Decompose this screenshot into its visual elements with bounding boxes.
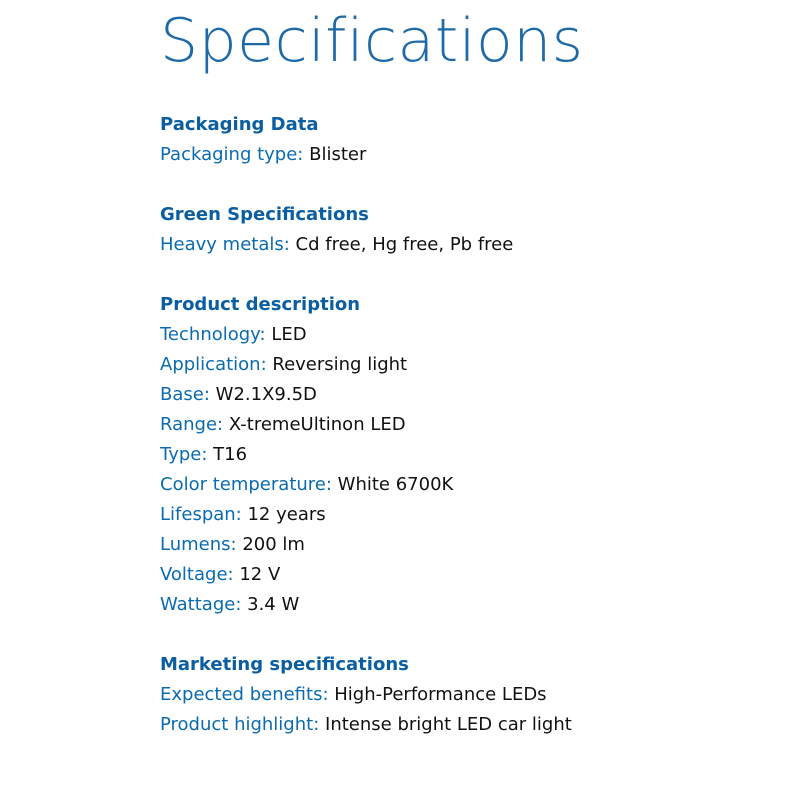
spec-value: 200 lm	[242, 534, 305, 555]
spec-row-application	[160, 350, 600, 380]
spec-row-expected-benefits	[160, 680, 600, 710]
spec-value: White 6700K	[337, 474, 454, 495]
spec-label: Heavy metals:	[160, 234, 290, 255]
spec-row-voltage	[160, 560, 600, 590]
section-heading: Green Specifications	[160, 204, 369, 225]
section-heading: Packaging Data	[160, 114, 319, 135]
spec-label: Range:	[160, 414, 224, 435]
spec-label: Lifespan:	[160, 504, 242, 525]
spec-label: Base:	[160, 384, 210, 405]
spec-value: T16	[213, 444, 248, 465]
spec-row-range	[160, 410, 600, 440]
spec-label: Application:	[160, 354, 267, 375]
spec-row-heavy-metals	[160, 230, 600, 260]
spec-label: Wattage:	[160, 594, 242, 615]
spec-row-packaging-type	[160, 140, 600, 170]
section-marketing-specifications	[160, 650, 600, 740]
spec-value: Cd free, Hg free, Pb free	[295, 234, 514, 255]
spec-label: Packaging type:	[160, 144, 304, 165]
spec-row-technology	[160, 320, 600, 350]
spec-label: Type:	[160, 444, 208, 465]
spec-label: Technology:	[160, 324, 266, 345]
spec-value: Reversing light	[272, 354, 408, 375]
section-heading: Product description	[160, 294, 361, 315]
page-title: Specifications	[160, 6, 584, 76]
spec-value: High-Performance LEDs	[334, 684, 547, 705]
spec-label: Voltage:	[160, 564, 234, 585]
spec-row-base	[160, 380, 600, 410]
spec-row-lifespan	[160, 500, 600, 530]
spec-value: 12 V	[239, 564, 281, 585]
spec-value: LED	[271, 324, 307, 345]
spec-row-product-highlight	[160, 710, 600, 740]
spec-value: W2.1X9.5D	[215, 384, 317, 405]
section-heading: Marketing specifications	[160, 654, 409, 675]
spec-value: Blister	[309, 144, 367, 165]
section-product-description	[160, 290, 600, 620]
spec-value: Intense bright LED car light	[325, 714, 572, 735]
spec-value: 12 years	[247, 504, 326, 525]
spec-row-lumens	[160, 530, 600, 560]
section-green-specifications	[160, 200, 600, 260]
spec-label: Color temperature:	[160, 474, 332, 495]
spec-value: 3.4 W	[247, 594, 300, 615]
specifications-page	[160, 0, 600, 770]
spec-value: X-tremeUltinon LED	[228, 414, 406, 435]
spec-row-wattage	[160, 590, 600, 620]
spec-row-type	[160, 440, 600, 470]
section-packaging-data	[160, 110, 600, 170]
spec-label: Expected benefits:	[160, 684, 329, 705]
spec-row-color-temperature	[160, 470, 600, 500]
spec-label: Lumens:	[160, 534, 237, 555]
spec-label: Product highlight:	[160, 714, 320, 735]
